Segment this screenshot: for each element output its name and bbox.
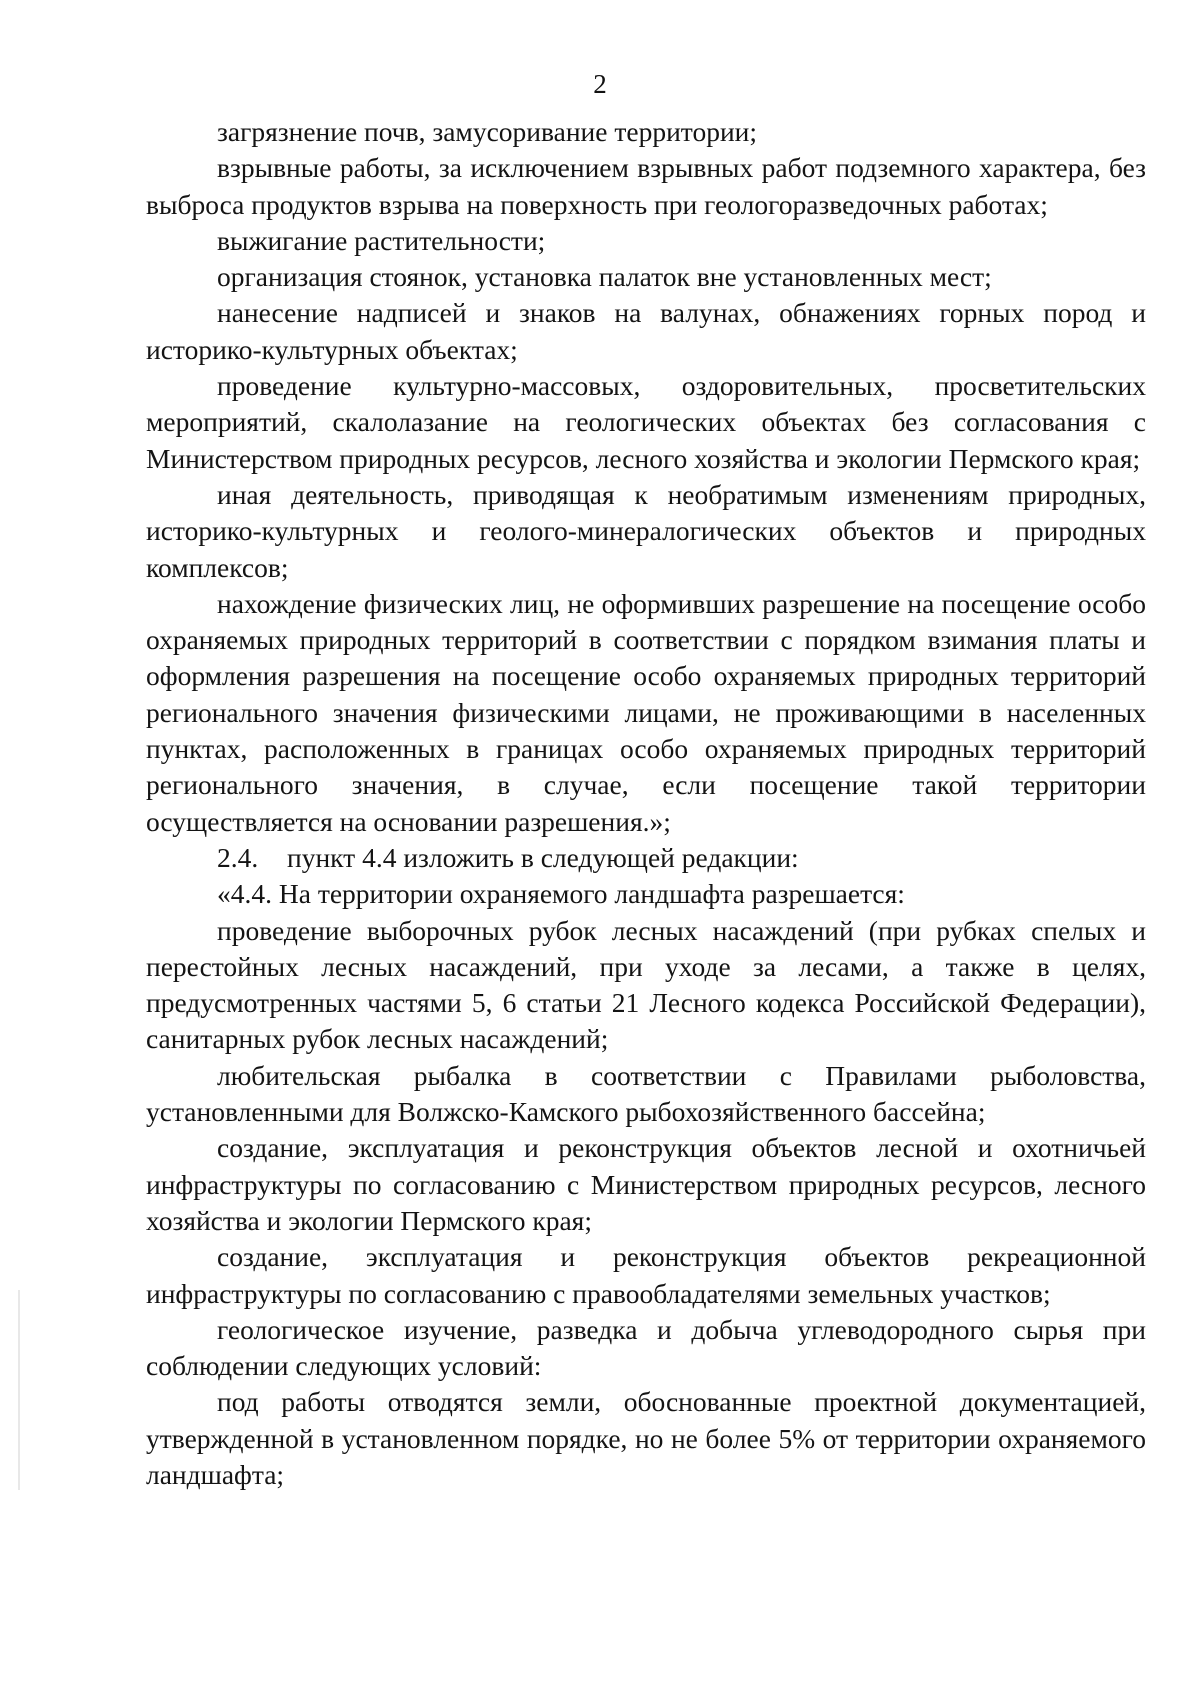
paragraph: любительская рыбалка в соответствии с Правилами рыболовства, установленными для Волжско-Камского рыбохозяйственного бассейна;	[146, 1059, 1146, 1128]
item-text: пункт 4.4 изложить в следующей редакции:	[287, 841, 799, 873]
document-body	[146, 114, 1146, 1493]
item-number: 2.4.	[217, 841, 259, 873]
paragraph: выжигание растительности;	[217, 224, 546, 256]
paragraph: геологическое изучение, разведка и добыча углеводородного сырья при соблюдении следующих условий:	[146, 1313, 1146, 1382]
paragraph: под работы отводятся земли, обоснованные проектной документацией, утвержденной в установленном порядке, но не более 5% от территории охраняемого ландшафта;	[146, 1386, 1146, 1490]
page-number: 2	[593, 69, 607, 99]
scan-artifact	[18, 1290, 20, 1490]
numbered-item-2-4	[146, 840, 1146, 876]
paragraph: организация стоянок, установка палаток вне установленных мест;	[217, 261, 992, 293]
paragraph: «4.4. На территории охраняемого ландшафта разрешается:	[217, 878, 905, 910]
paragraph: проведение культурно-массовых, оздоровительных, просветительских мероприятий, скалолазание на геологических объектах без согласования с Министерством природных ресурсов, лесного хозяйства и экологии Пермского края;	[146, 370, 1146, 474]
paragraph: создание, эксплуатация и реконструкция объектов рекреационной инфраструктуры по согласованию с правообладателями земельных участков;	[146, 1241, 1146, 1309]
paragraph: нанесение надписей и знаков на валунах, обнажениях горных пород и историко-культурных объектах;	[146, 297, 1146, 365]
paragraph: иная деятельность, приводящая к необратимым изменениям природных, историко-культурных и геолого-минералогических объектов и природных комплексов;	[146, 478, 1146, 583]
paragraph: нахождение физических лиц, не оформивших разрешение на посещение особо охраняемых природных территорий в соответствии с порядком взимания платы и оформления разрешения на посещение особо охраняемых природных территорий регионального значения физическими лицами, не проживающими в населенных пунктах, расположенных в границах особо охраняемых природных территорий регионального значения, в случае, если посещение такой территории осуществляется на основании разрешения.»;	[146, 587, 1146, 837]
paragraph: проведение выборочных рубок лесных насаждений (при рубках спелых и перестойных лесных насаждений, при уходе за лесами, а также в целях, предусмотренных частями 5, 6 статьи 21 Лесного кодекса Российской Федерации), санитарных рубок лесных насаждений;	[146, 914, 1146, 1055]
paragraph: создание, эксплуатация и реконструкция объектов лесной и охотничьей инфраструктуры по согласованию с Министерством природных ресурсов, лесного хозяйства и экологии Пермского края;	[146, 1132, 1146, 1236]
paragraph: загрязнение почв, замусоривание территории;	[217, 116, 758, 147]
paragraph: взрывные работы, за исключением взрывных работ подземного характера, без выброса продуктов взрыва на поверхность при геологоразведочных работах;	[146, 152, 1146, 220]
